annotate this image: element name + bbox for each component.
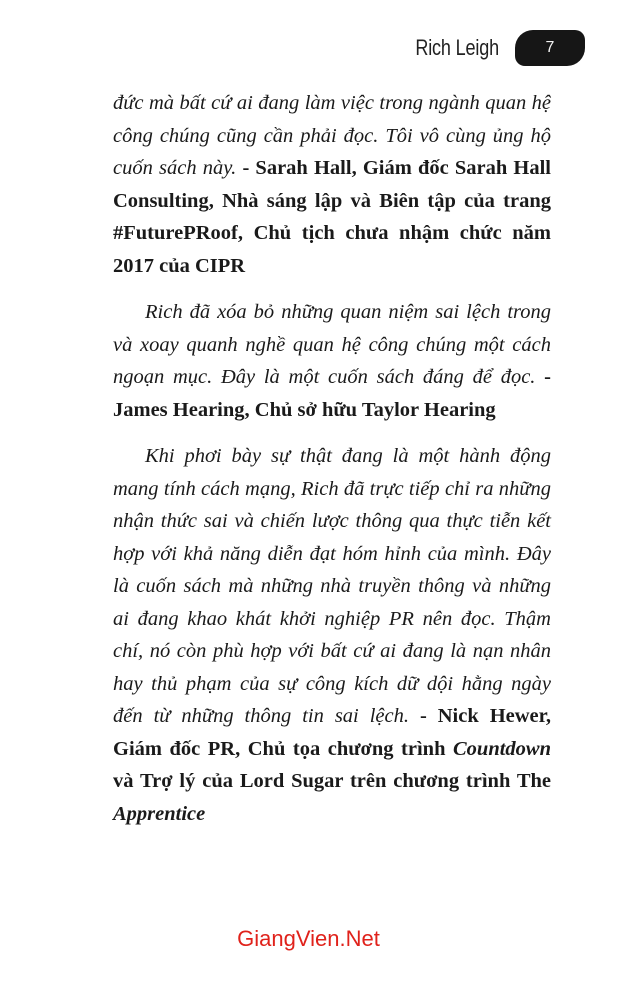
running-author-name: Rich Leigh — [415, 35, 499, 60]
testimonial-quote: Rich đã xóa bỏ những quan niệm sai lệch trong và xoay quanh nghề quan hệ công chúng một cách ngoạn mục. Đây là một cuốn sách đáng để đọc. — [113, 301, 551, 388]
testimonial-attribution: - Nick Hewer, Giám đốc PR, Chủ tọa chương trình — [113, 705, 551, 760]
page-number: 7 — [545, 39, 555, 56]
testimonial-attribution: - James Hearing, Chủ sở hữu Taylor Hearing — [113, 366, 551, 421]
testimonial-james-hearing — [113, 296, 551, 426]
testimonial-quote: Khi phơi bày sự thật đang là một hành động mang tính cách mạng, Rich đã trực tiếp chỉ ra những nhận thức sai và chiến lược thông qua thực tiễn kết hợp với khả năng diễn đạt hóm hỉnh của mình. Đây là cuốn sách mà những nhà truyền thông và những ai đang khao khát khởi nghiệp PR nên đọc. Thậm chí, nó còn phù hợp với bất cứ ai đang là nạn nhân hay thủ phạm của sự công kích dữ dội hằng ngày đến từ những thông tin sai lệch. — [113, 445, 551, 727]
testimonial-nick-hewer — [113, 440, 551, 830]
page-body — [113, 87, 551, 844]
page-header — [397, 30, 585, 66]
testimonial-attribution: - Sarah Hall, Giám đốc Sarah Hall Consulting, Nhà sáng lập và Biên tập của trang #FuturePRoof, Chủ tịch chưa nhậm chức năm 2017 của CIPR — [113, 157, 551, 277]
page-number-badge — [515, 30, 585, 66]
show-title-countdown: Countdown — [453, 737, 551, 760]
testimonial-quote: đức mà bất cứ ai đang làm việc trong ngành quan hệ công chúng cũng cần phải đọc. Tôi vô cùng ủng hộ cuốn sách này. — [113, 92, 551, 179]
testimonial-sarah-hall — [113, 87, 551, 282]
show-title-apprentice: Apprentice — [113, 802, 206, 825]
testimonial-attribution-cont: và Trợ lý của Lord Sugar trên chương trình The — [113, 770, 551, 792]
watermark: GiangVien.Net — [237, 926, 380, 951]
